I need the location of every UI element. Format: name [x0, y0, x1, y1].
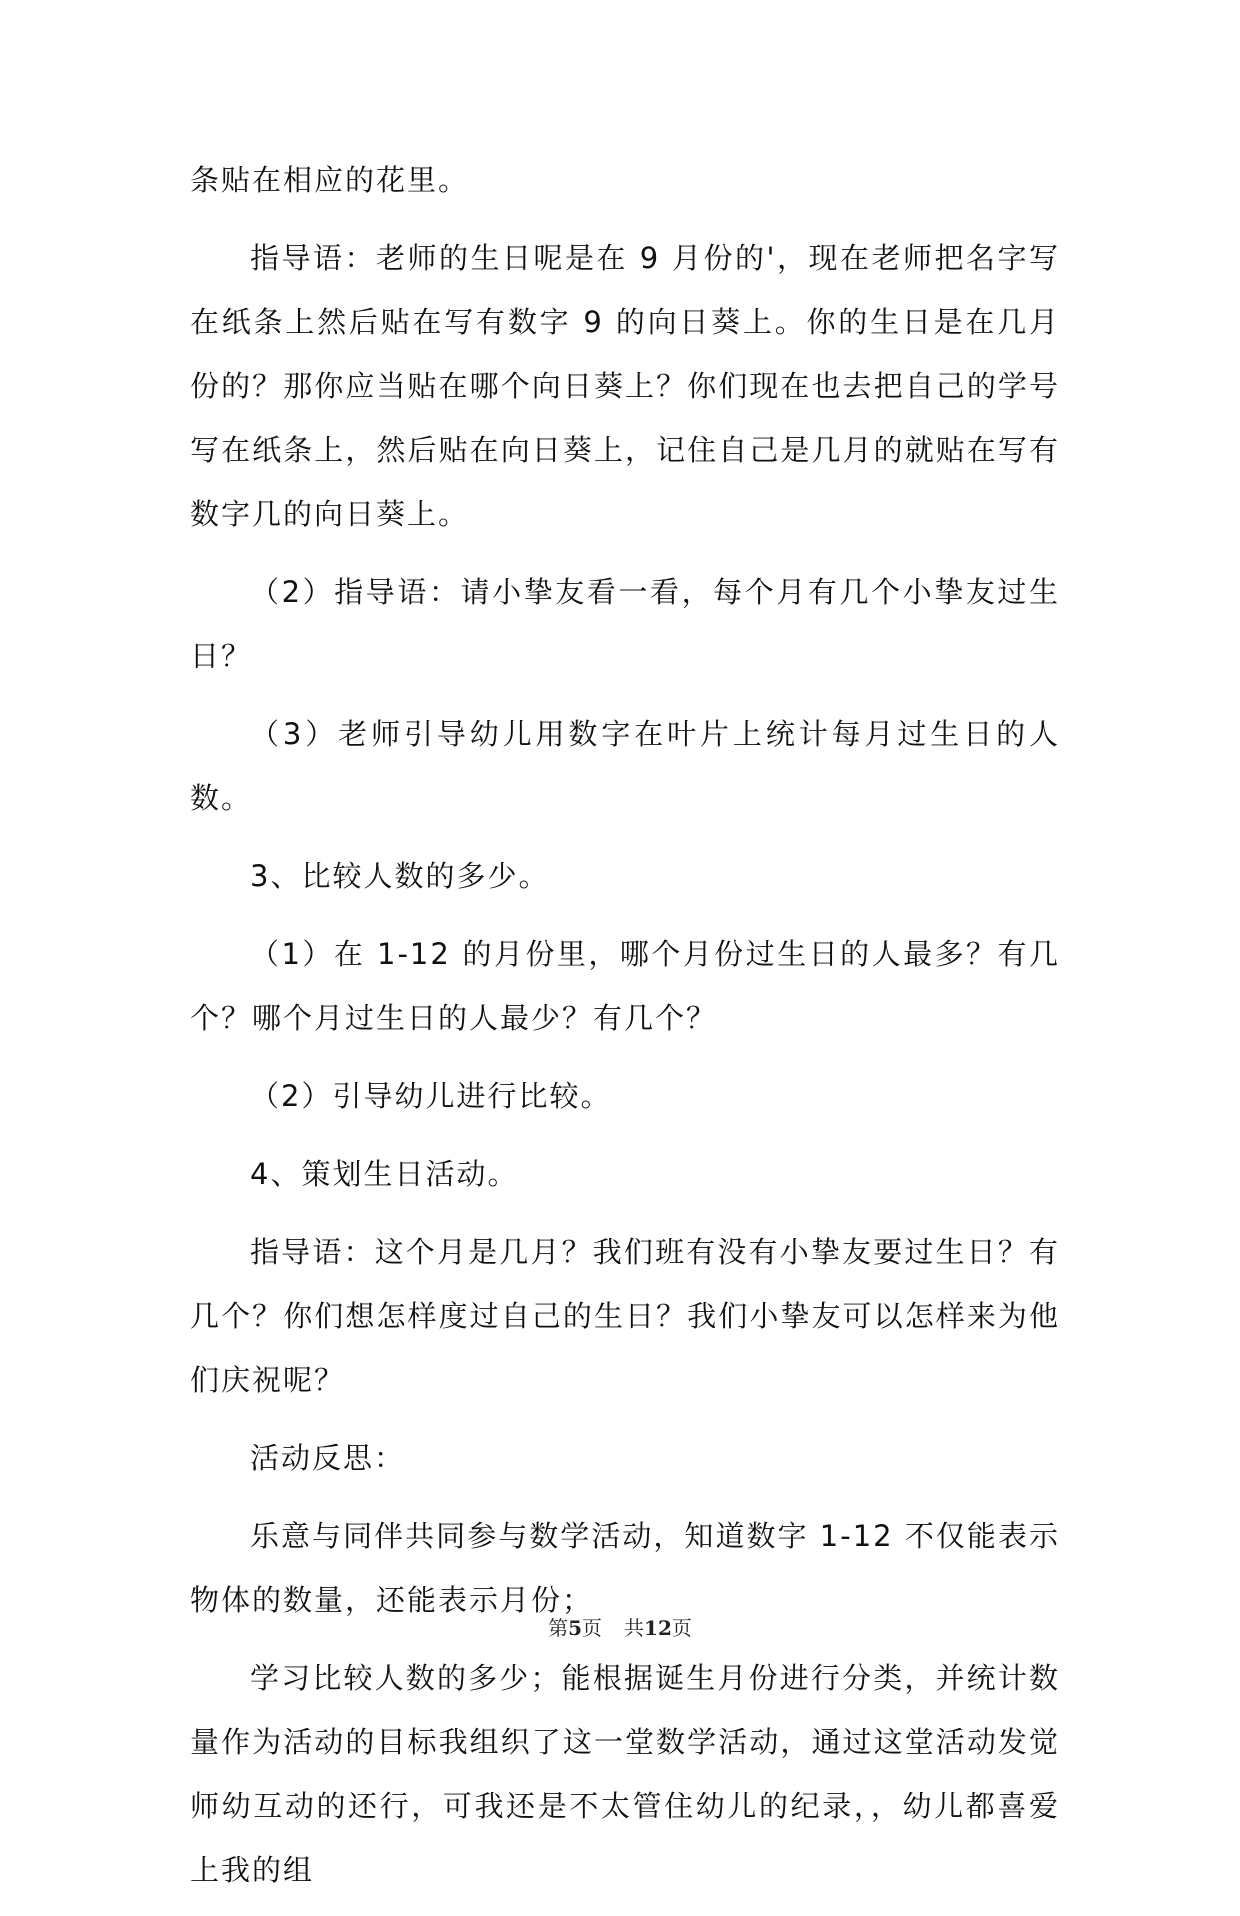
total-pages: 12	[644, 1616, 672, 1640]
paragraph-11: 乐意与同伴共同参与数学活动，知道数字 1-12 不仅能表示物体的数量，还能表示月份；	[190, 1519, 1060, 1617]
paragraph-6: （1）在 1-12 的月份里，哪个月份过生日的人最多？有几个？哪个月过生日的人最少？有几个？	[190, 937, 1060, 1035]
paragraph-8: 4、策划生日活动。	[250, 1157, 519, 1191]
paragraph-7: （2）引导幼儿进行比较。	[250, 1079, 612, 1113]
paragraph-10: 活动反思：	[250, 1441, 406, 1475]
paragraph-1: 条贴在相应的花里。	[190, 163, 470, 197]
page-suffix: 页	[582, 1616, 603, 1640]
paragraph-4: （3）老师引导幼儿用数字在叶片上统计每月过生日的人数。	[190, 717, 1060, 815]
page-footer	[0, 1612, 1240, 1641]
total-prefix: 共	[624, 1616, 645, 1640]
paragraph-5: 3、比较人数的多少。	[250, 859, 550, 893]
page-number: 5	[568, 1616, 583, 1640]
paragraph-12: 学习比较人数的多少；能根据诞生月份进行分类，并统计数量作为活动的目标我组织了这一堂数学活动，通过这堂活动发觉师幼互动的还行，可我还是不太管住幼儿的纪录，，幼儿都喜爱上我的组	[190, 1661, 1060, 1887]
paragraph-2: 指导语：老师的生日呢是在 9 月份的'，现在老师把名字写在纸条上然后贴在写有数字 9 的向日葵上。你的生日是在几月份的？那你应当贴在哪个向日葵上？你们现在也去把自己的学号写在纸条上，然后贴在向日葵上，记住自己是几月的就贴在写有数字几的向日葵上。	[190, 241, 1060, 531]
page-prefix: 第	[548, 1616, 569, 1640]
document-body	[190, 148, 1060, 1916]
paragraph-9: 指导语：这个月是几月？我们班有没有小挚友要过生日？有几个？你们想怎样度过自己的生日？我们小挚友可以怎样来为他们庆祝呢？	[190, 1235, 1060, 1397]
paragraph-3: （2）指导语：请小挚友看一看，每个月有几个小挚友过生日？	[190, 575, 1060, 673]
total-suffix: 页	[671, 1616, 692, 1640]
